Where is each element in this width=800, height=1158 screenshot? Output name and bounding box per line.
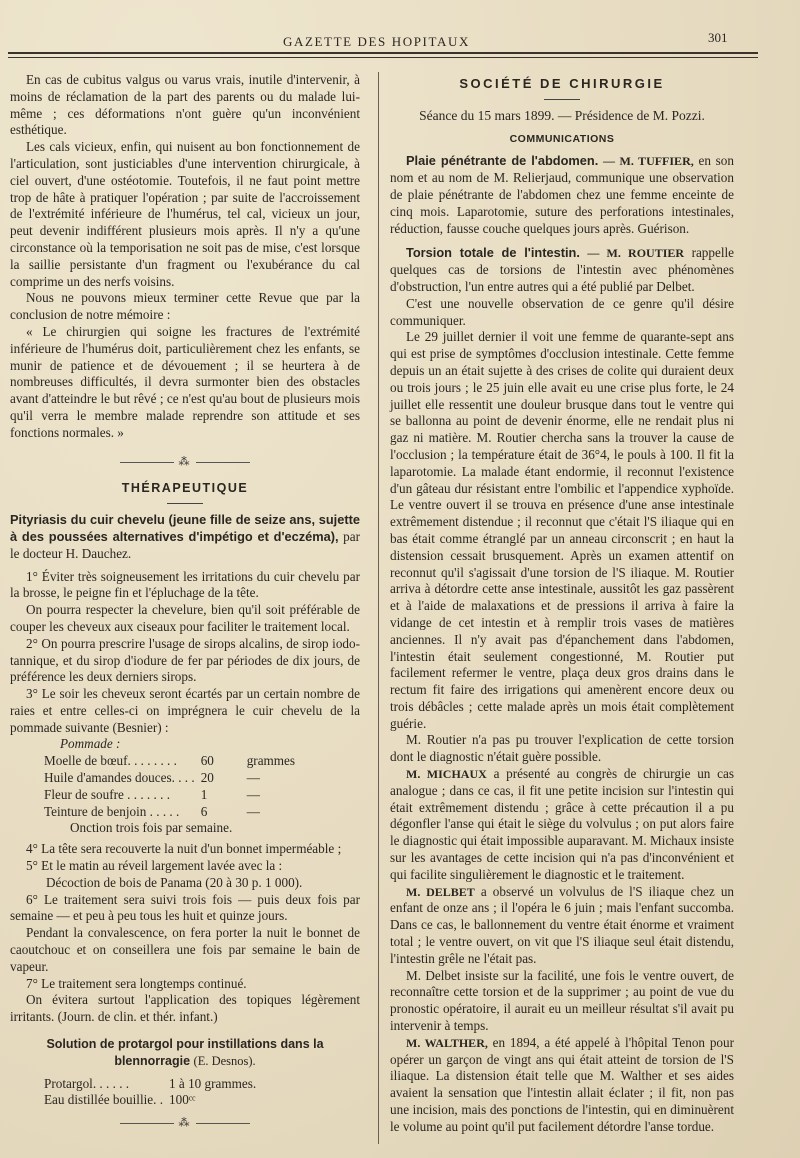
pommade-label: Pommade : <box>60 736 121 752</box>
article-title: Solution de protargol pour instillations dans la blennorragie <box>46 1037 324 1068</box>
paragraph: On évitera surtout l'application des topiques légèrement irritants. (Journ. de clin. et thér. infant.) <box>10 992 360 1025</box>
section-rule <box>167 503 203 504</box>
speaker: M. MICHAUX <box>406 767 487 782</box>
speaker: — M. ROUTIER <box>587 246 685 261</box>
paragraph: M. Routier n'a pas pu trouver l'explication de cette torsion dont le diagnostic n'était guère possible. <box>390 732 734 765</box>
paragraph: 2° On pourra prescrire l'usage de sirops alcalins, de sirop iodo-tannique, et du sirop d'iodure de fer par périodes de dix jours, de préférence les deux derniers sirops. <box>10 635 360 685</box>
table-row <box>44 804 295 821</box>
article-text: a présenté au congrès de chirurgie un cas analogue ; dans ce cas, il fit une petite incision sur l'intestin qui était extrêmement distendu ; grâce à cette précaution il a pu dégonfler l'anse qui était le siège du volvulus ; on put alors faire le diagnostic qui était impossible auparavant. M. Michaux insiste sur les avantages de cette incision qui n'a pas d'inconvénient et qui facilite singulièrement le diagnostic et le traitement. <box>390 766 734 882</box>
paragraph: C'est une nouvelle observation de ce genre qu'il désire communiquer. <box>390 295 734 328</box>
paragraph: On pourra respecter la chevelure, bien qu'il soit préférable de couper les cheveux aux ciseaux pour faciliter le traitement local. <box>10 602 360 634</box>
paragraph: Nous ne pouvons mieux terminer cette Revue que par la conclusion de notre mémoire : <box>10 290 360 323</box>
ingredient: Huile d'amandes douces. . . . <box>44 770 195 786</box>
quantity: 6 <box>200 803 208 819</box>
speaker: M. WALTHER, <box>406 1035 488 1050</box>
paragraph <box>390 153 734 237</box>
article-text: en 1894, a été appelé à l'hôpital Tenon pour opérer un garçon de vingt ans qui était atteint de torsion de l'S iliaque. La distension était telle que M. Walther et ses aides avaient la sensation que l'intestin allait éclater ; il fit, non pas une incision, mais des ponctions de l'intestin, qui en diminuèrent le volume au point qu'il put facilement détordre l'anse tordue. <box>390 1034 734 1134</box>
section-title-therapeutique: THÉRAPEUTIQUE <box>121 481 249 496</box>
column-divider <box>378 72 379 1144</box>
paragraph <box>390 1035 734 1136</box>
quantity: 1 à 10 grammes. <box>169 1075 257 1091</box>
table-row <box>44 770 295 787</box>
paragraph: M. Delbet insiste sur la facilité, une fois le ventre ouvert, de reconnaître cette torsion et de la supprimer ; au point de vue du pronostic opératoire, il aurait eu un meilleur résultat s'il avait pu intervenir à temps. <box>390 967 734 1034</box>
table-row <box>44 1076 256 1093</box>
paragraph: 6° Le traitement sera suivi trois fois — puis deux fois par semaine — et peu à peu tous les huit et quinze jours. <box>10 891 360 924</box>
paragraph: 7° Le traitement sera longtemps continué. <box>26 975 247 991</box>
article-text: a observé un volvulus de l'S iliaque chez un enfant de onze ans ; il l'opéra le 6 juin ; mais l'enfant succomba. Dans ce cas, le ballonnement du ventre était énorme et vraiment total ; le ventre ouvert, on vit que l'S iliaque seul était distendu, l'intestin grêle ne l'était pas. <box>390 883 735 966</box>
instruction: Onction trois fois par semaine. <box>70 820 233 836</box>
unit: — <box>246 803 260 819</box>
right-column <box>390 72 734 1136</box>
paragraph <box>390 245 734 295</box>
quote-paragraph: « Le chirurgien qui soigne les fractures de l'extrémité inférieure de l'humérus doit, particulièrement chez les enfants, se munir de patience et de dévouement ; il se heurtera à de nombreuses difficultés, il devra surmonter bien des obstacles avant d'atteindre le but rêvé ; ce n'est qu'au bout de plusieurs mois qu'il verra le membre malade reprendre son attitude et ses fonctions normales. » <box>10 323 360 440</box>
ingredient: Fleur de soufre . . . . . . . <box>44 786 170 802</box>
section-rule <box>544 99 580 100</box>
instruction: Décoction de bois de Panama (20 à 30 p. 1 000). <box>46 874 303 890</box>
speaker: M. DELBET <box>406 884 475 899</box>
table-row <box>44 787 295 804</box>
paragraph: En cas de cubitus valgus ou varus vrais, inutile d'intervenir, à moins de réclamation de la part des parents ou du malade lui-même ; ces déformations n'ont guère qu'un inconvénient esthétique. <box>10 72 360 138</box>
paragraph: Pendant la convalescence, on fera porter la nuit le bonnet de caoutchouc et on conseillera une fois par semaine le bain de vapeur. <box>10 925 360 974</box>
paragraph: Le 29 juillet dernier il voit une femme de quarante-sept ans qui est prise de symptômes d'occlusion intestinale. Cette femme depuis un an était sujette à des crises de colite qui duraient deux ou trois jours ; le 25 juin elle avait eu une crise plus forte, le 24 juillet elle ressentit une douleur brusque dans tout le ventre qui se ballonna au point de devenir énorme, elle ne rendait plus ni gaz ni matière. M. Routier chercha sans la trouver la cause de l'occlusion ; la température était de 36°4, le pouls à 100. Il fit la laparotomie. La malade étant endormie, il reconnut l'existence d'un gâteau dur résistant entre l'ombilic et l'appendice xyphoïde. Le ventre ouvert il se trouva en présence d'une anse intestinale extrêmement distendue ; il reconnut que c'était l'S iliaque qui en bas était comme étranglé par un anneau circonscrit ; en haut la distension cessait brusquement. Après un examen attentif on reconnut qu'il s'agissait d'une torsion de l'S iliaque. M. Routier arriva à détordre cette anse intestinale, aussitôt les gaz passèrent et à l'aide de malaxations et de pressions il arriva à faire la vidange de cet intestin et à remplir trois vases de matières anciennes. Il n'y avait pas d'épanchement dans l'abdomen, l'intestin était seulement congestionné, M. Routier put facilement refermer le ventre, plaça deux gros drains dans le rectum fit faire des irrigations qui amenèrent encore deux ou trois débâcles ; cette malade après un mois était complètement guérie. <box>390 329 734 731</box>
ingredient: Moelle de bœuf. . . . . . . . <box>44 753 177 769</box>
subsection-title: COMMUNICATIONS <box>509 132 615 145</box>
unit: — <box>246 770 260 786</box>
unit: — <box>246 786 260 802</box>
page-number: 301 <box>708 30 728 45</box>
article-author: par le docteur H. Dauchez. <box>10 528 360 561</box>
table-row <box>44 753 295 770</box>
ingredient: Protargol. . . . . . <box>44 1075 130 1091</box>
paragraph <box>390 766 734 884</box>
quantity: 20 <box>200 770 214 786</box>
paragraph: 3° Le soir les cheveux seront écartés par un certain nombre de raies et entre celles-ci on imprégnera le cuir chevelu de la pommade suivante (Besnier) : <box>10 686 360 735</box>
quantity: 60 <box>200 753 214 769</box>
table-row <box>44 1092 256 1109</box>
pommade-table <box>44 753 295 820</box>
article-heading <box>10 1036 360 1070</box>
article-text: en son nom et au nom de M. Relierjaud, communique une observation de plaie pénétrante de l'abdomen chez une femme enceinte de cinq mois. Laparotomie, suture des perforations intestinales, réduction, fausse couche quelques jours après. Guérison. <box>390 153 734 236</box>
speaker: — M. TUFFIER, <box>603 154 694 169</box>
header-rule <box>8 52 758 54</box>
quantity: 1 <box>200 786 208 802</box>
quantity: 100ᶜᶜ <box>169 1092 196 1108</box>
unit: grammes <box>246 753 296 769</box>
article-author: (E. Desnos). <box>193 1053 256 1068</box>
ingredient: Teinture de benjoin . . . . . <box>44 803 180 819</box>
paragraph: 4° La tête sera recouverte la nuit d'un bonnet imperméable ; <box>26 841 342 857</box>
article-title: Plaie pénétrante de l'abdomen. <box>406 153 599 169</box>
ornament-divider: ⁂ <box>10 454 360 471</box>
article-title: Torsion totale de l'intestin. <box>406 245 580 261</box>
paragraph: Les cals vicieux, enfin, qui nuisent au bon fonctionnement de l'articulation, sont justiciables d'une intervention chirurgicale, à ciel ouvert, d'une ostéotomie. Toutefois, il ne faut point mettre trop de hâte à pratiquer l'opération ; par suite de l'accroissement de l'extrémité inférieure de l'humérus, tel cal, vicieux un jour, peut devenir indifférent plusieurs mois après. Il n'y a qu'une circonstance où la temporisation ne soit pas de mise, c'est lorsque la saillie persistante d'un fragment ou l'exubérance du cal comprime un des nerfs voisins. <box>10 139 360 289</box>
section-title-societe: SOCIÉTÉ DE CHIRURGIE <box>459 76 665 91</box>
header-rule-thin <box>8 57 758 58</box>
left-column <box>10 72 360 1142</box>
paragraph: 5° Et le matin au réveil largement lavée avec la : <box>26 858 283 874</box>
journal-title: GAZETTE DES HOPITAUX <box>283 34 470 49</box>
article-heading <box>10 512 360 562</box>
article-text: rappelle quelques cas de torsions de l'intestin avec phénomènes d'obstruction, l'un entre autres qui a été publié par Delbet. <box>390 245 735 294</box>
article-title: Pityriasis du cuir chevelu (jeune fille de seize ans, sujette à des poussées alternatives d'impétigo et d'eczéma), <box>10 512 360 544</box>
protargol-table <box>44 1076 256 1110</box>
session-line: Séance du 15 mars 1899. — Présidence de M. Pozzi. <box>419 107 705 123</box>
paragraph <box>390 884 734 968</box>
paragraph: 1° Éviter très soigneusement les irritations du cuir chevelu par la brosse, le peigne fin et l'épluchage de la tête. <box>10 568 360 601</box>
ingredient: Eau distillée bouillie. . <box>44 1092 164 1108</box>
ornament-divider: ⁂ <box>10 1115 360 1132</box>
